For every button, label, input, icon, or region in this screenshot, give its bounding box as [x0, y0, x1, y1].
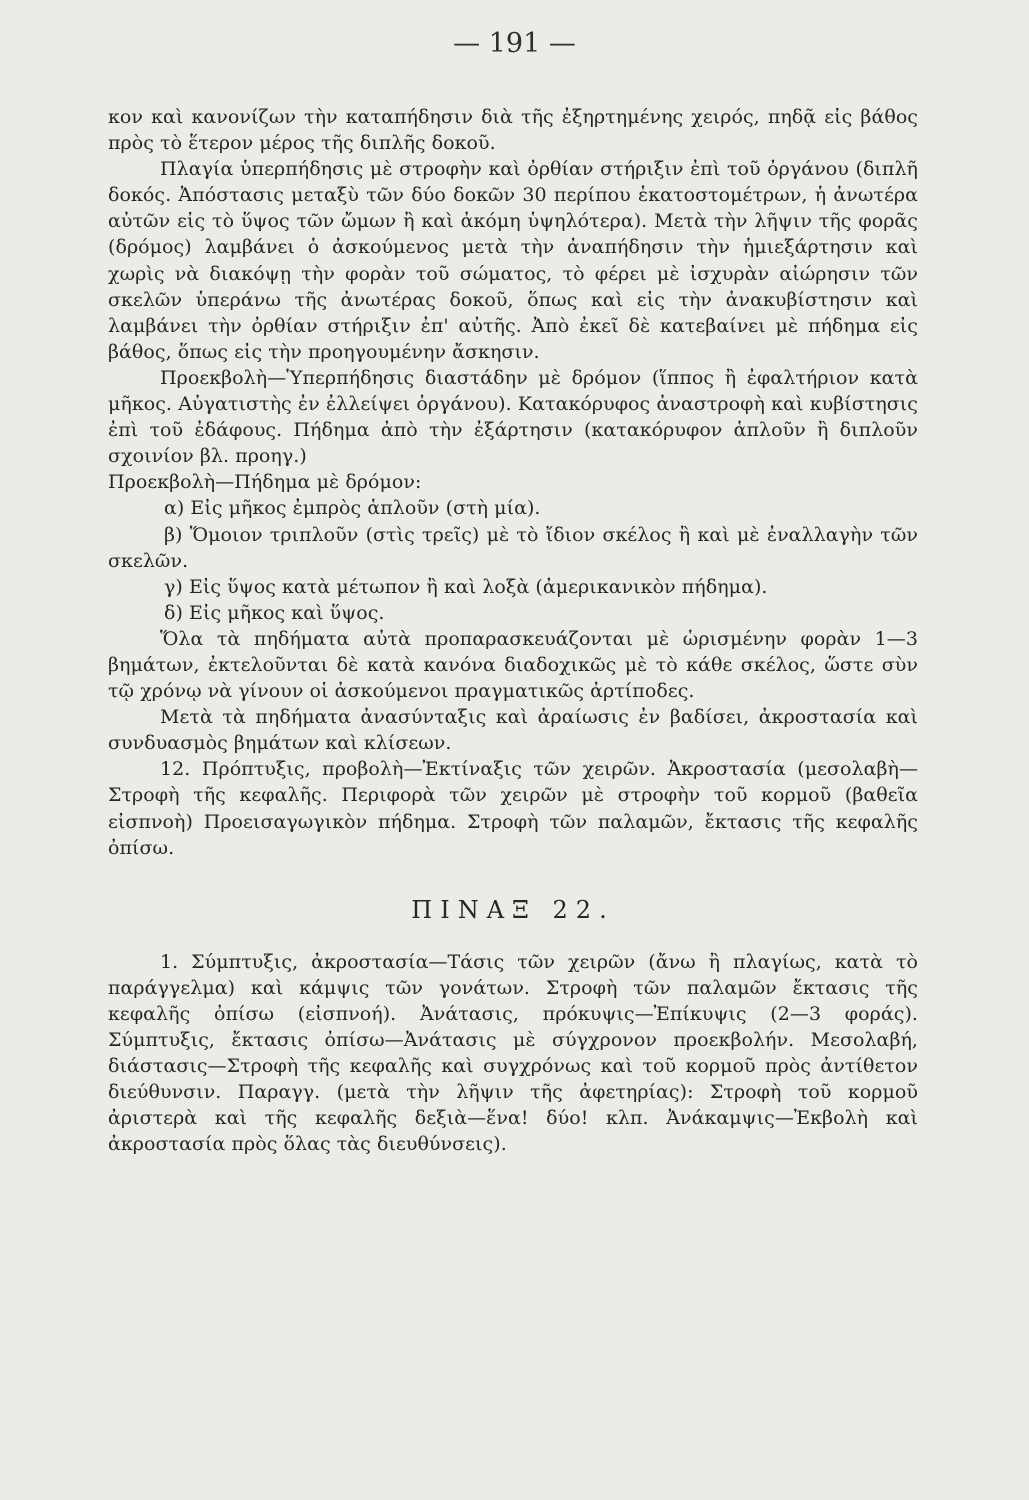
page-body	[108, 104, 918, 1158]
list-item-a: α) Εἰς μῆκος ἐμπρὸς ἁπλοῦν (στὴ μία).	[164, 497, 541, 520]
paragraph-3: Προεκβολὴ—Ὑπερπήδησις διαστάδην μὲ δρόμον (ἵππος ἢ ἐφαλτήριον κατὰ μῆκος. Αὐγατιστὴς ἐν ἐλλείψει ὀργάνου). Κατακόρυφος ἀναστροφὴ καὶ κυβίστησις ἐπὶ τοῦ ἐδάφους. Πήδημα ἀπὸ τὴν ἐξάρτησιν (κατακόρυφον ἁπλοῦν ἢ διπλοῦν σχοινίον βλ. προηγ.)	[108, 366, 918, 468]
paragraph-2: Πλαγία ὑπερπήδησις μὲ στροφὴν καὶ ὀρθίαν στήριξιν ἐπὶ τοῦ ὀργάνου (διπλῆ δοκός. Ἀπόστασις μεταξὺ τῶν δύο δοκῶν 30 περίπου ἑκατοστομέτρων, ἡ ἀνωτέρα αὐτῶν εἰς τὸ ὕψος τῶν ὤμων ἢ καὶ ἀκόμη ὑψηλότερα). Μετὰ τὴν λῆψιν τῆς φορᾶς (δρόμος) λαμβάνει ὁ ἀσκούμενος μετὰ τὴν ἀναπήδησιν τὴν ἡμιεξάρτησιν καὶ χωρὶς νὰ διακόψῃ τὴν φορὰν τοῦ σώματος, τὸ φέρει μὲ ἰσχυρὰν αἰώρησιν τῶν σκελῶν ὑπεράνω τῆς ἀνωτέρας δοκοῦ, ὅπως καὶ εἰς τὴν ἀνακυβίστησιν καὶ λαμβάνει τὴν ὀρθίαν στήριξιν ἐπ' αὐτῆς. Ἀπὸ ἐκεῖ δὲ κατεβαίνει μὲ πήδημα εἰς βάθος, ὅπως εἰς τὴν προηγουμένην ἄσκησιν.	[108, 158, 918, 363]
list-item-d: δ) Εἰς μῆκος καὶ ὕψος.	[164, 601, 385, 624]
list-item-c: γ) Εἰς ὕψος κατὰ μέτωπον ἢ καὶ λοξὰ (ἀμερικανικὸν πήδημα).	[164, 575, 768, 598]
paragraph-1: κον καὶ κανονίζων τὴν καταπήδησιν διὰ τῆς ἐξηρτημένης χειρός, πηδᾷ εἰς βάθος πρὸς τὸ ἕτερον μέρος τῆς διπλῆς δοκοῦ.	[108, 106, 918, 155]
paragraph-4: Προεκβολὴ—Πήδημα μὲ δρόμον:	[108, 471, 422, 494]
paragraph-6: Μετὰ τὰ πηδήματα ἀνασύνταξις καὶ ἀραίωσις ἐν βαδίσει, ἀκροστασία καὶ συνδυασμὸς βημάτων καὶ κλίσεων.	[108, 706, 918, 755]
list-item-b: β) Ὅμοιον τριπλοῦν (στὶς τρεῖς) μὲ τὸ ἴδιον σκέλος ἢ καὶ μὲ ἐναλλαγὴν τῶν σκελῶν.	[108, 523, 918, 572]
section-heading: ΠΙΝΑΞ 22.	[411, 895, 615, 924]
paragraph-8: 1. Σύμπτυξις, ἀκροστασία—Τάσις τῶν χειρῶν (ἄνω ἢ πλαγίως, κατὰ τὸ παράγγελμα) καὶ κάμψις τῶν γονάτων. Στροφὴ τῶν παλαμῶν ἔκτασις τῆς κεφαλῆς ὀπίσω (εἰσπνοή). Ἀνάτασις, πρόκυψις—Ἐπίκυψις (2—3 φοράς). Σύμπτυξις, ἔκτασις ὀπίσω—Ἀνάτασις μὲ σύγχρονον προεκβολήν. Μεσολαβή, διάστασις—Στροφὴ τῆς κεφαλῆς καὶ συγχρόνως καὶ τοῦ κορμοῦ πρὸς ἀντίθετον διεύθυνσιν. Παραγγ. (μετὰ τὴν λῆψιν τῆς ἀφετηρίας): Στροφὴ τοῦ κορμοῦ ἀριστερὰ καὶ τῆς κεφαλῆς δεξιὰ—ἕνα! δύο! κλπ. Ἀνάκαμψις—Ἐκβολὴ καὶ ἀκροστασία πρὸς ὅλας τὰς διευθύνσεις).	[108, 950, 918, 1156]
paragraph-5: Ὅλα τὰ πηδήματα αὐτὰ προπαρασκευάζονται μὲ ὡρισμένην φορὰν 1—3 βημάτων, ἐκτελοῦνται δὲ κατὰ κανόνα διαδοχικῶς μὲ τὸ κάθε σκέλος, ὥστε σὺν τῷ χρόνῳ νὰ γίνουν οἱ ἀσκούμενοι πραγματικῶς ἀρτίποδες.	[108, 627, 918, 703]
paragraph-7: 12. Πρόπτυξις, προβολὴ—Ἐκτίναξις τῶν χειρῶν. Ἀκροστασία (μεσολαβὴ—Στροφὴ τῆς κεφαλῆς. Περιφορὰ τῶν χειρῶν μὲ στροφὴν τοῦ κορμοῦ (βαθεῖα εἰσπνοὴ) Προεισαγωγικὸν πήδημα. Στροφὴ τῶν παλαμῶν, ἔκτασις τῆς κεφαλῆς ὀπίσω.	[108, 758, 918, 859]
page-number: — 191 —	[453, 28, 576, 59]
